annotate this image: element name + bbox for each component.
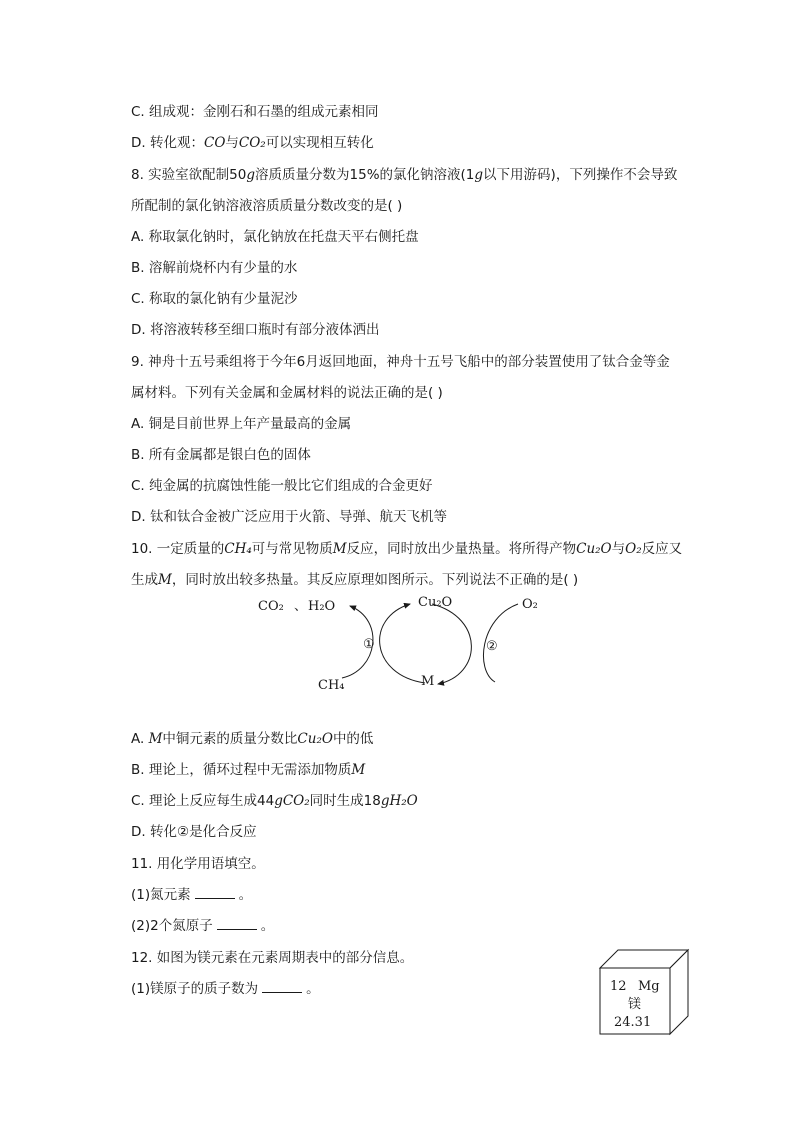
label-o2: O₂ — [522, 597, 538, 612]
q7-option-c: C. 组成观：金刚石和石墨的组成元素相同 — [131, 104, 379, 120]
label-separator: 、 — [294, 599, 308, 614]
periodic-table-cell-magnesium — [598, 948, 694, 1038]
q11-stem: 11. 用化学用语填空。 — [131, 856, 265, 872]
q10-stem-line1: 10. 一定质量的CH₄可与常见物质M反应，同时放出少量热量。将所得产物Cu₂O与O₂反应又 — [131, 541, 683, 557]
atomic-mass: 24.31 — [614, 1015, 652, 1030]
q9-option-d: D. 钛和钛合金被广泛应用于火箭、导弹、航天飞机等 — [131, 509, 447, 525]
element-name: 镁 — [628, 997, 642, 1012]
label-step-2: ② — [486, 639, 498, 654]
arc-reaction-1-right — [380, 604, 425, 683]
q10-option-d: D. 转化②是化合反应 — [131, 824, 257, 840]
q12-part-1: (1)镁原子的质子数为 。 — [131, 981, 320, 997]
q10-option-c: C. 理论上反应每生成44gCO₂同时生成18gH₂O — [131, 793, 418, 809]
q10-stem-line2: 生成M，同时放出较多热量。其反应原理如图所示。下列说法不正确的是( ) — [131, 572, 579, 588]
answer-blank[interactable] — [195, 886, 235, 899]
label-ch4: CH₄ — [318, 678, 345, 693]
q10-option-b: B. 理论上，循环过程中无需添加物质M — [131, 762, 366, 778]
label-m: M — [421, 674, 435, 689]
q9-option-b: B. 所有金属都是银白色的固体 — [131, 447, 311, 463]
label-step-1: ① — [363, 637, 375, 652]
q8-option-b: B. 溶解前烧杯内有少量的水 — [131, 260, 298, 276]
q8-stem-line1: 8. 实验室欲配制50g溶质质量分数为15%的氯化钠溶液(1g以下用游码)，下列操作不会导致 — [131, 167, 678, 183]
label-h2o: H₂O — [308, 599, 336, 614]
q9-option-a: A. 铜是目前世界上年产量最高的金属 — [131, 416, 352, 432]
q8-option-a: A. 称取氯化钠时，氯化钠放在托盘天平右侧托盘 — [131, 229, 419, 245]
answer-blank[interactable] — [217, 917, 257, 930]
label-cu2o: Cu₂O — [418, 595, 453, 610]
q11-part-1: (1)氮元素 。 — [131, 887, 253, 903]
q10-option-a: A. M中铜元素的质量分数比Cu₂O中的低 — [131, 731, 374, 747]
q12-stem: 12. 如图为镁元素在元素周期表中的部分信息。 — [131, 950, 414, 966]
arc-reaction-2-left — [432, 604, 471, 684]
reaction-cycle-diagram — [250, 590, 560, 700]
q8-option-d: D. 将溶液转移至细口瓶时有部分液体洒出 — [131, 322, 380, 338]
q9-stem-line1: 9. 神舟十五号乘组将于今年6月返回地面，神舟十五号飞船中的部分装置使用了钛合金等金 — [131, 354, 670, 370]
q11-part-2: (2)2个氮原子 。 — [131, 918, 275, 934]
q8-stem-line2: 所配制的氯化钠溶液溶质质量分数改变的是( ) — [131, 198, 403, 214]
q9-option-c: C. 纯金属的抗腐蚀性能一般比它们组成的合金更好 — [131, 478, 433, 494]
atomic-number: 12 — [610, 979, 627, 994]
element-symbol: Mg — [638, 979, 660, 994]
answer-blank[interactable] — [262, 980, 302, 993]
label-co2: CO₂ — [258, 599, 284, 614]
q7-option-d: D. 转化观：CO与CO₂可以实现相互转化 — [131, 135, 374, 151]
q8-option-c: C. 称取的氯化钠有少量泥沙 — [131, 291, 298, 307]
q9-stem-line2: 属材料。下列有关金属和金属材料的说法正确的是( ) — [131, 385, 443, 401]
